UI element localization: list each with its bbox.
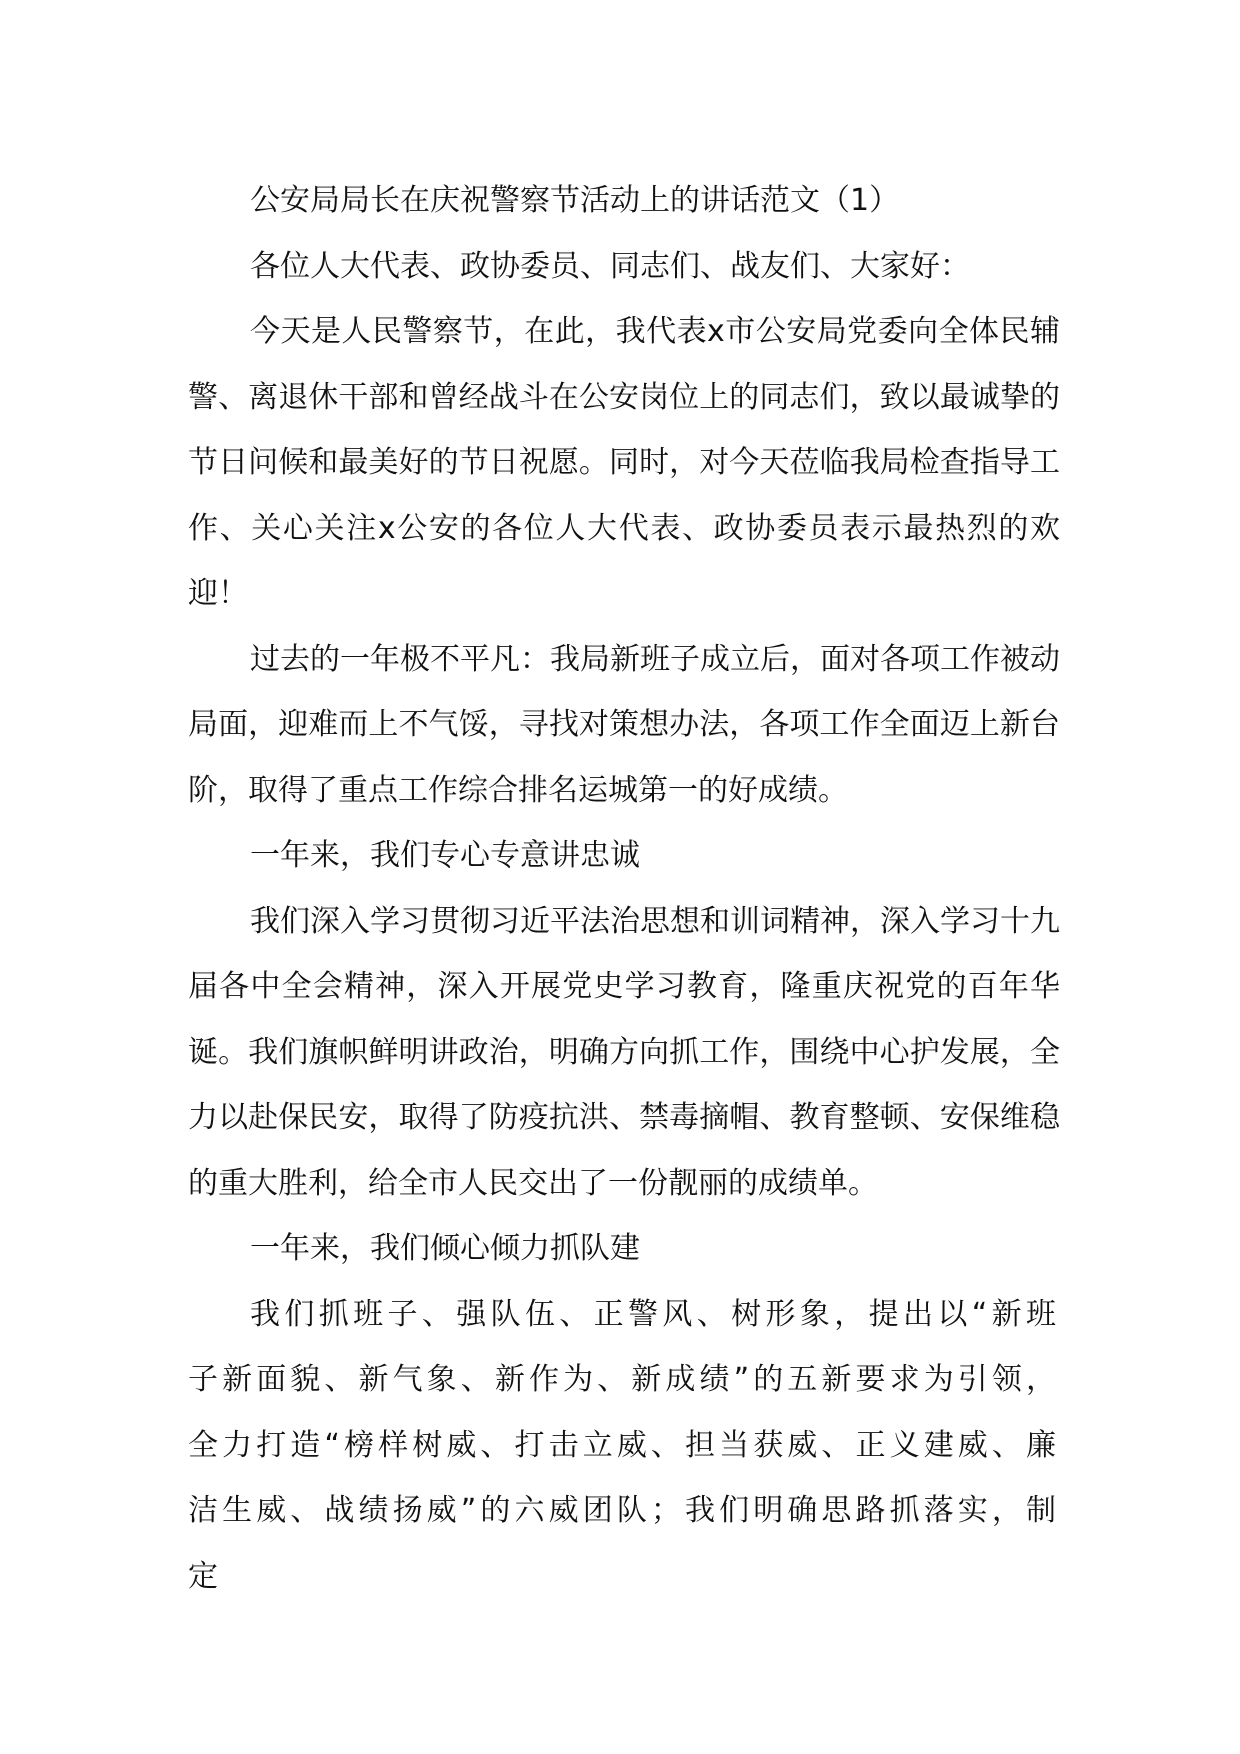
heading-team-building: 一年来，我们倾心倾力抓队建 <box>250 1231 640 1266</box>
paragraph-holiday-greetings: 今天是人民警察节，在此，我代表x市公安局党委向全体民辅警、离退休干部和曾经战斗在公安岗位上的同志们，致以最诚挚的节日问候和最美好的节日祝愿。同时，对今天莅临我局检查指导工作、关心关注x公安的各位人大代表、政协委员表示最热烈的欢迎！ <box>188 314 1060 611</box>
paragraph-past-year: 过去的一年极不平凡：我局新班子成立后，面对各项工作被动局面，迎难而上不气馁，寻找对策想办法，各项工作全面迈上新台阶，取得了重点工作综合排名运城第一的好成绩。 <box>188 641 1060 808</box>
document-title: 公安局局长在庆祝警察节活动上的讲话范文（1） <box>250 183 900 218</box>
greeting: 各位人大代表、政协委员、同志们、战友们、大家好： <box>250 248 970 284</box>
paragraph-loyalty: 我们深入学习贯彻习近平法治思想和训词精神，深入学习十九届各中全会精神，深入开展党史学习教育，隆重庆祝党的百年华诞。我们旗帜鲜明讲政治，明确方向抓工作，围绕中心护发展，全力以赴保民安，取得了防疫抗洪、禁毒摘帽、教育整顿、安保维稳的重大胜利，给全市人民交出了一份靓丽的成绩单。 <box>188 903 1060 1201</box>
paragraph-team-building: 我们抓班子、强队伍、正警风、树形象，提出以“新班子新面貌、新气象、新作为、新成绩”的五新要求为引领，全力打造“榜样树威、打击立威、担当获威、正义建威、廉洁生威、战绩扬威”的六威团队；我们明确思路抓落实，制定 <box>188 1296 1060 1594</box>
heading-loyalty: 一年来，我们专心专意讲忠诚 <box>250 838 640 873</box>
document-body <box>188 168 1060 1609</box>
